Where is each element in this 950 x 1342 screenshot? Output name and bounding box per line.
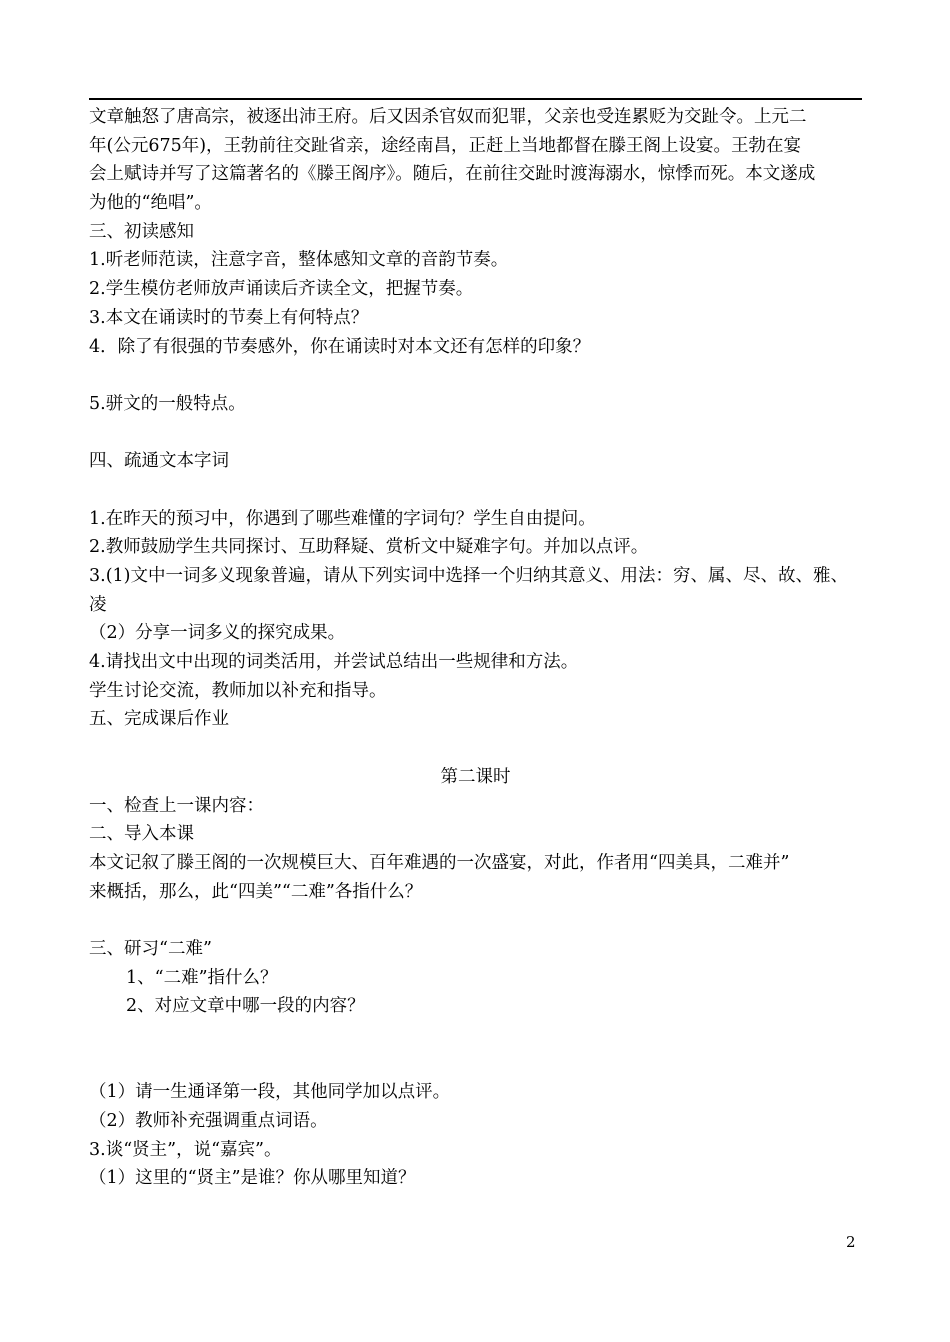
list-item: 5.骈文的一般特点。 [89,393,246,414]
text-line: 文章触怒了唐高宗，被逐出沛王府。后又因杀官奴而犯罪，父亲也受连累贬为交趾令。上元二 [89,107,807,127]
list-item: 2、对应文章中哪一段的内容？ [126,996,365,1017]
list-item: （2）分享一词多义的探究成果。 [89,623,346,644]
section-heading: 一、检查上一课内容： [89,795,264,816]
text-line: 学生讨论交流，教师加以补充和指导。 [89,680,387,701]
blank-line [89,906,869,935]
text-line: 年(公元675年)，王勃前往交趾省亲，途经南昌，正赶上当地都督在滕王阁上设宴。王勃在宴 [89,135,802,156]
header-rule [89,98,862,100]
blank-line [89,476,869,505]
list-item: 1.听老师范读，注意字音，整体感知文章的音韵节奏。 [89,250,509,271]
lesson-title: 第二课时 [440,766,511,787]
list-item: 1、“二难”指什么？ [126,967,278,988]
section-heading: 三、研习“二难” [89,938,212,959]
text-line: 本文记叙了滕王阁的一次规模巨大、百年难遇的一次盛宴，对此，作者用“四美具，二难并” [89,852,790,873]
section-heading: 三、初读感知 [89,221,194,242]
section-heading: 二、导入本课 [89,824,194,845]
list-item: 3.(1)文中一词多义现象普遍，请从下列实词中选择一个归纳其意义、用法：穷、属、尽、故、雅、 [89,566,848,586]
text-line: 凌 [89,594,107,615]
blank-line [89,1021,869,1078]
list-item: 4．除了有很强的节奏感外，你在诵读时对本文还有怎样的印象？ [89,336,591,357]
list-item: （1）请一生通译第一段，其他同学加以点评。 [89,1082,451,1103]
list-item: 3.谈“贤主”，说“嘉宾”。 [89,1139,282,1160]
text-line: 会上赋诗并写了这篇著名的《滕王阁序》。随后，在前往交趾时渡海溺水，惊悸而死。本文遂成 [89,164,816,185]
list-item: 2.教师鼓励学生共同探讨、互助释疑、赏析文中疑难字句。并加以点评。 [89,537,649,558]
blank-line [89,419,869,448]
document-body [89,103,869,1193]
section-heading: 四、疏通文本字词 [89,451,229,472]
list-item: 4.请找出文中出现的词类活用，并尝试总结出一些规律和方法。 [89,652,579,673]
blank-line [89,734,869,763]
list-item: （1）这里的“贤主”是谁？你从哪里知道？ [89,1168,416,1189]
section-heading: 五、完成课后作业 [89,709,229,730]
blank-line [89,361,869,390]
page-number: 2 [846,1233,856,1251]
list-item: 2.学生模仿老师放声诵读后齐读全文，把握节奏。 [89,279,474,300]
text-line: 来概括，那么，此“四美”“二难”各指什么？ [89,881,423,902]
list-item: 1.在昨天的预习中，你遇到了哪些难懂的字词句？学生自由提问。 [89,508,596,529]
list-item: （2）教师补充强调重点词语。 [89,1111,328,1132]
list-item: 3.本文在诵读时的节奏上有何特点？ [89,307,369,328]
text-line: 为他的“绝唱”。 [89,193,212,214]
